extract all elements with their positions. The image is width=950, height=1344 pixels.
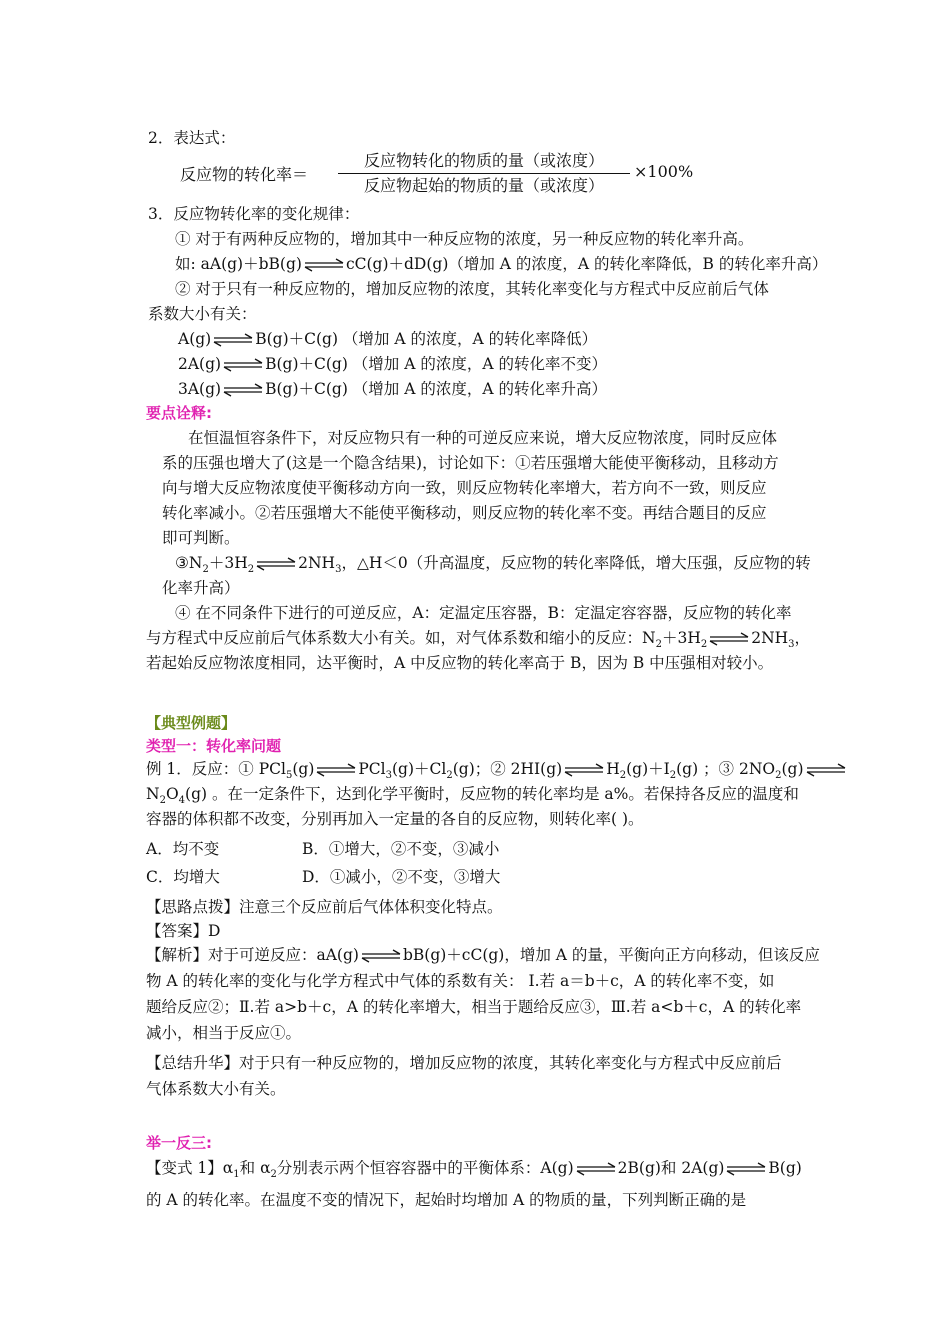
typical-examples-heading: 【典型例题】 [146,714,237,732]
example-1-line-1: 例 1．反应：① PCl$_5$(g) $PCl_3(g)+Cl_2(g)$；② 2HI(g) $H_2(g)+I_2(g)$ ；③ $2NO_2(g)$ [146,758,848,787]
analysis-line-2: 物 A 的转化率的变化与化学方程式中气体的系数有关： Ⅰ.若 a＝b＋c，A 的转化率不变，如 [146,972,775,990]
reaction-3a: 3A(g) B(g)＋C(g) （增加 A 的浓度，A 的转化率升高） [178,380,607,398]
explanation-line-4: 转化率减小。②若压强增大不能使平衡移动，则反应物的转化率不变。再结合题目的反应 [162,504,767,522]
analysis-line-3: 题给反应②；Ⅱ.若 a>b＋c，A 的转化率增大，相当于题给反应③，Ⅲ.若 a<b＋c，A 的转化率 [146,998,802,1016]
equilibrium-arrow-icon [360,949,402,963]
hint-line: 【思路点拨】注意三个反应前后气体体积变化特点。 [146,898,503,916]
answer-line: 【答案】D [146,922,221,940]
variant-1-line-2: 的 A 的转化率。在温度不变的情况下，起始时均增加 A 的物质的量，下列判断正确的是 [146,1191,747,1209]
explanation-line-6: $③N_2+3H_2$ $2NH_3$，△H＜0（升高温度，反应物的转化率降低，增大压强，反应物的转 [175,554,811,576]
analysis-line-4: 减小，相当于反应①。 [146,1024,302,1042]
rule-1-example: 如: aA(g)＋bB(g) cC(g)＋dD(g)（增加 A 的浓度，A 的转化率降低，B 的转化率升高） [175,255,828,273]
variant-1-line-1: 【变式 1】$\alpha_1$和 $\alpha_2$分别表示两个恒容容器中的平衡体系：A(g) 2B(g)和 2A(g) B(g) [146,1159,802,1181]
explanation-line-10: 若起始反应物浓度相同，达平衡时，A 中反应物的转化率高于 B，因为 B 中压强相对较小。 [146,654,774,672]
equilibrium-arrow-icon [708,632,750,646]
analysis-line-1: 【解析】对于可逆反应：aA(g) bB(g)＋cC(g)，增加 A 的量，平衡向正方向移动，但该反应 [146,946,820,964]
formula-lhs: 反应物的转化率＝ [180,165,309,184]
explanation-line-2: 系的压强也增大了(这是一个隐含结果)，讨论如下：①若压强增大能使平衡移动，且移动方 [162,454,779,472]
example-1-line-2: $N_2O_4(g)$ 。在一定条件下，达到化学平衡时，反应物的转化率均是 a%。若保持各反应的温度和 [146,785,799,807]
equilibrium-arrow-icon [212,333,254,347]
key-points-heading: 要点诠释: [146,404,212,422]
explanation-line-3: 向与增大反应物浓度使平衡移动方向一致，则反应物转化率增大，若方向不一致，则反应 [162,479,767,497]
explanation-line-5: 即可判断。 [162,529,240,547]
example-1-line-3: 容器的体积都不改变，分别再加入一定量的各自的反应物，则转化率( )。 [146,810,644,828]
type-one-heading: 类型一：转化率问题 [146,737,282,755]
rule-1: ① 对于有两种反应物的，增加其中一种反应物的浓度，另一种反应物的转化率升高。 [175,230,754,248]
fraction-bar [338,173,630,174]
equilibrium-arrow-icon [725,1162,767,1176]
section-3-heading: 3．反应物转化率的变化规律： [148,205,360,223]
equilibrium-arrow-icon [222,358,264,372]
reaction-a: A(g) B(g)＋C(g) （增加 A 的浓度，A 的转化率降低） [178,330,598,348]
equilibrium-arrow-icon [255,557,297,571]
formula-denominator: 反应物起始的物质的量（或浓度） [363,176,604,195]
reaction-2a: 2A(g) B(g)＋C(g) （增加 A 的浓度，A 的转化率不变） [178,355,607,373]
equilibrium-arrow-icon [315,763,357,777]
formula-fraction [338,150,630,197]
option-b: B．①增大，②不变，③减小 [302,840,500,858]
equilibrium-arrow-icon [805,763,847,777]
summary-line-2: 气体系数大小有关。 [146,1080,286,1098]
rule-2-cont: 系数大小有关： [148,305,257,323]
explanation-line-7: 化率升高） [162,579,240,597]
option-d: D．①减小，②不变，③增大 [302,868,501,886]
formula-rhs: ×100% [634,162,694,181]
equilibrium-arrow-icon [303,258,345,272]
rule-2: ② 对于只有一种反应物的，增加反应物的浓度，其转化率变化与方程式中反应前后气体 [175,280,769,298]
equilibrium-arrow-icon [575,1162,617,1176]
option-a: A．均不变 [146,840,220,858]
option-c: C．均增大 [146,868,220,886]
explanation-line-9: 与方程式中反应前后气体系数大小有关。如，对气体系数和缩小的反应：$N_2+3H_2$ $2NH_3$， [146,629,811,651]
explanation-line-1: 在恒温恒容条件下，对反应物只有一种的可逆反应来说，增大反应物浓度，同时反应体 [188,429,778,447]
equilibrium-arrow-icon [222,383,264,397]
summary-line-1: 【总结升华】对于只有一种反应物的，增加反应物的浓度，其转化率变化与方程式中反应前后 [146,1054,782,1072]
equilibrium-arrow-icon [563,763,605,777]
formula-numerator: 反应物转化的物质的量（或浓度） [363,151,604,170]
explanation-line-8: ④ 在不同条件下进行的可逆反应，A：定温定压容器，B：定温定容容器，反应物的转化率 [175,604,792,622]
practice-heading: 举一反三: [146,1134,212,1152]
section-2-heading: 2．表达式： [148,129,236,147]
